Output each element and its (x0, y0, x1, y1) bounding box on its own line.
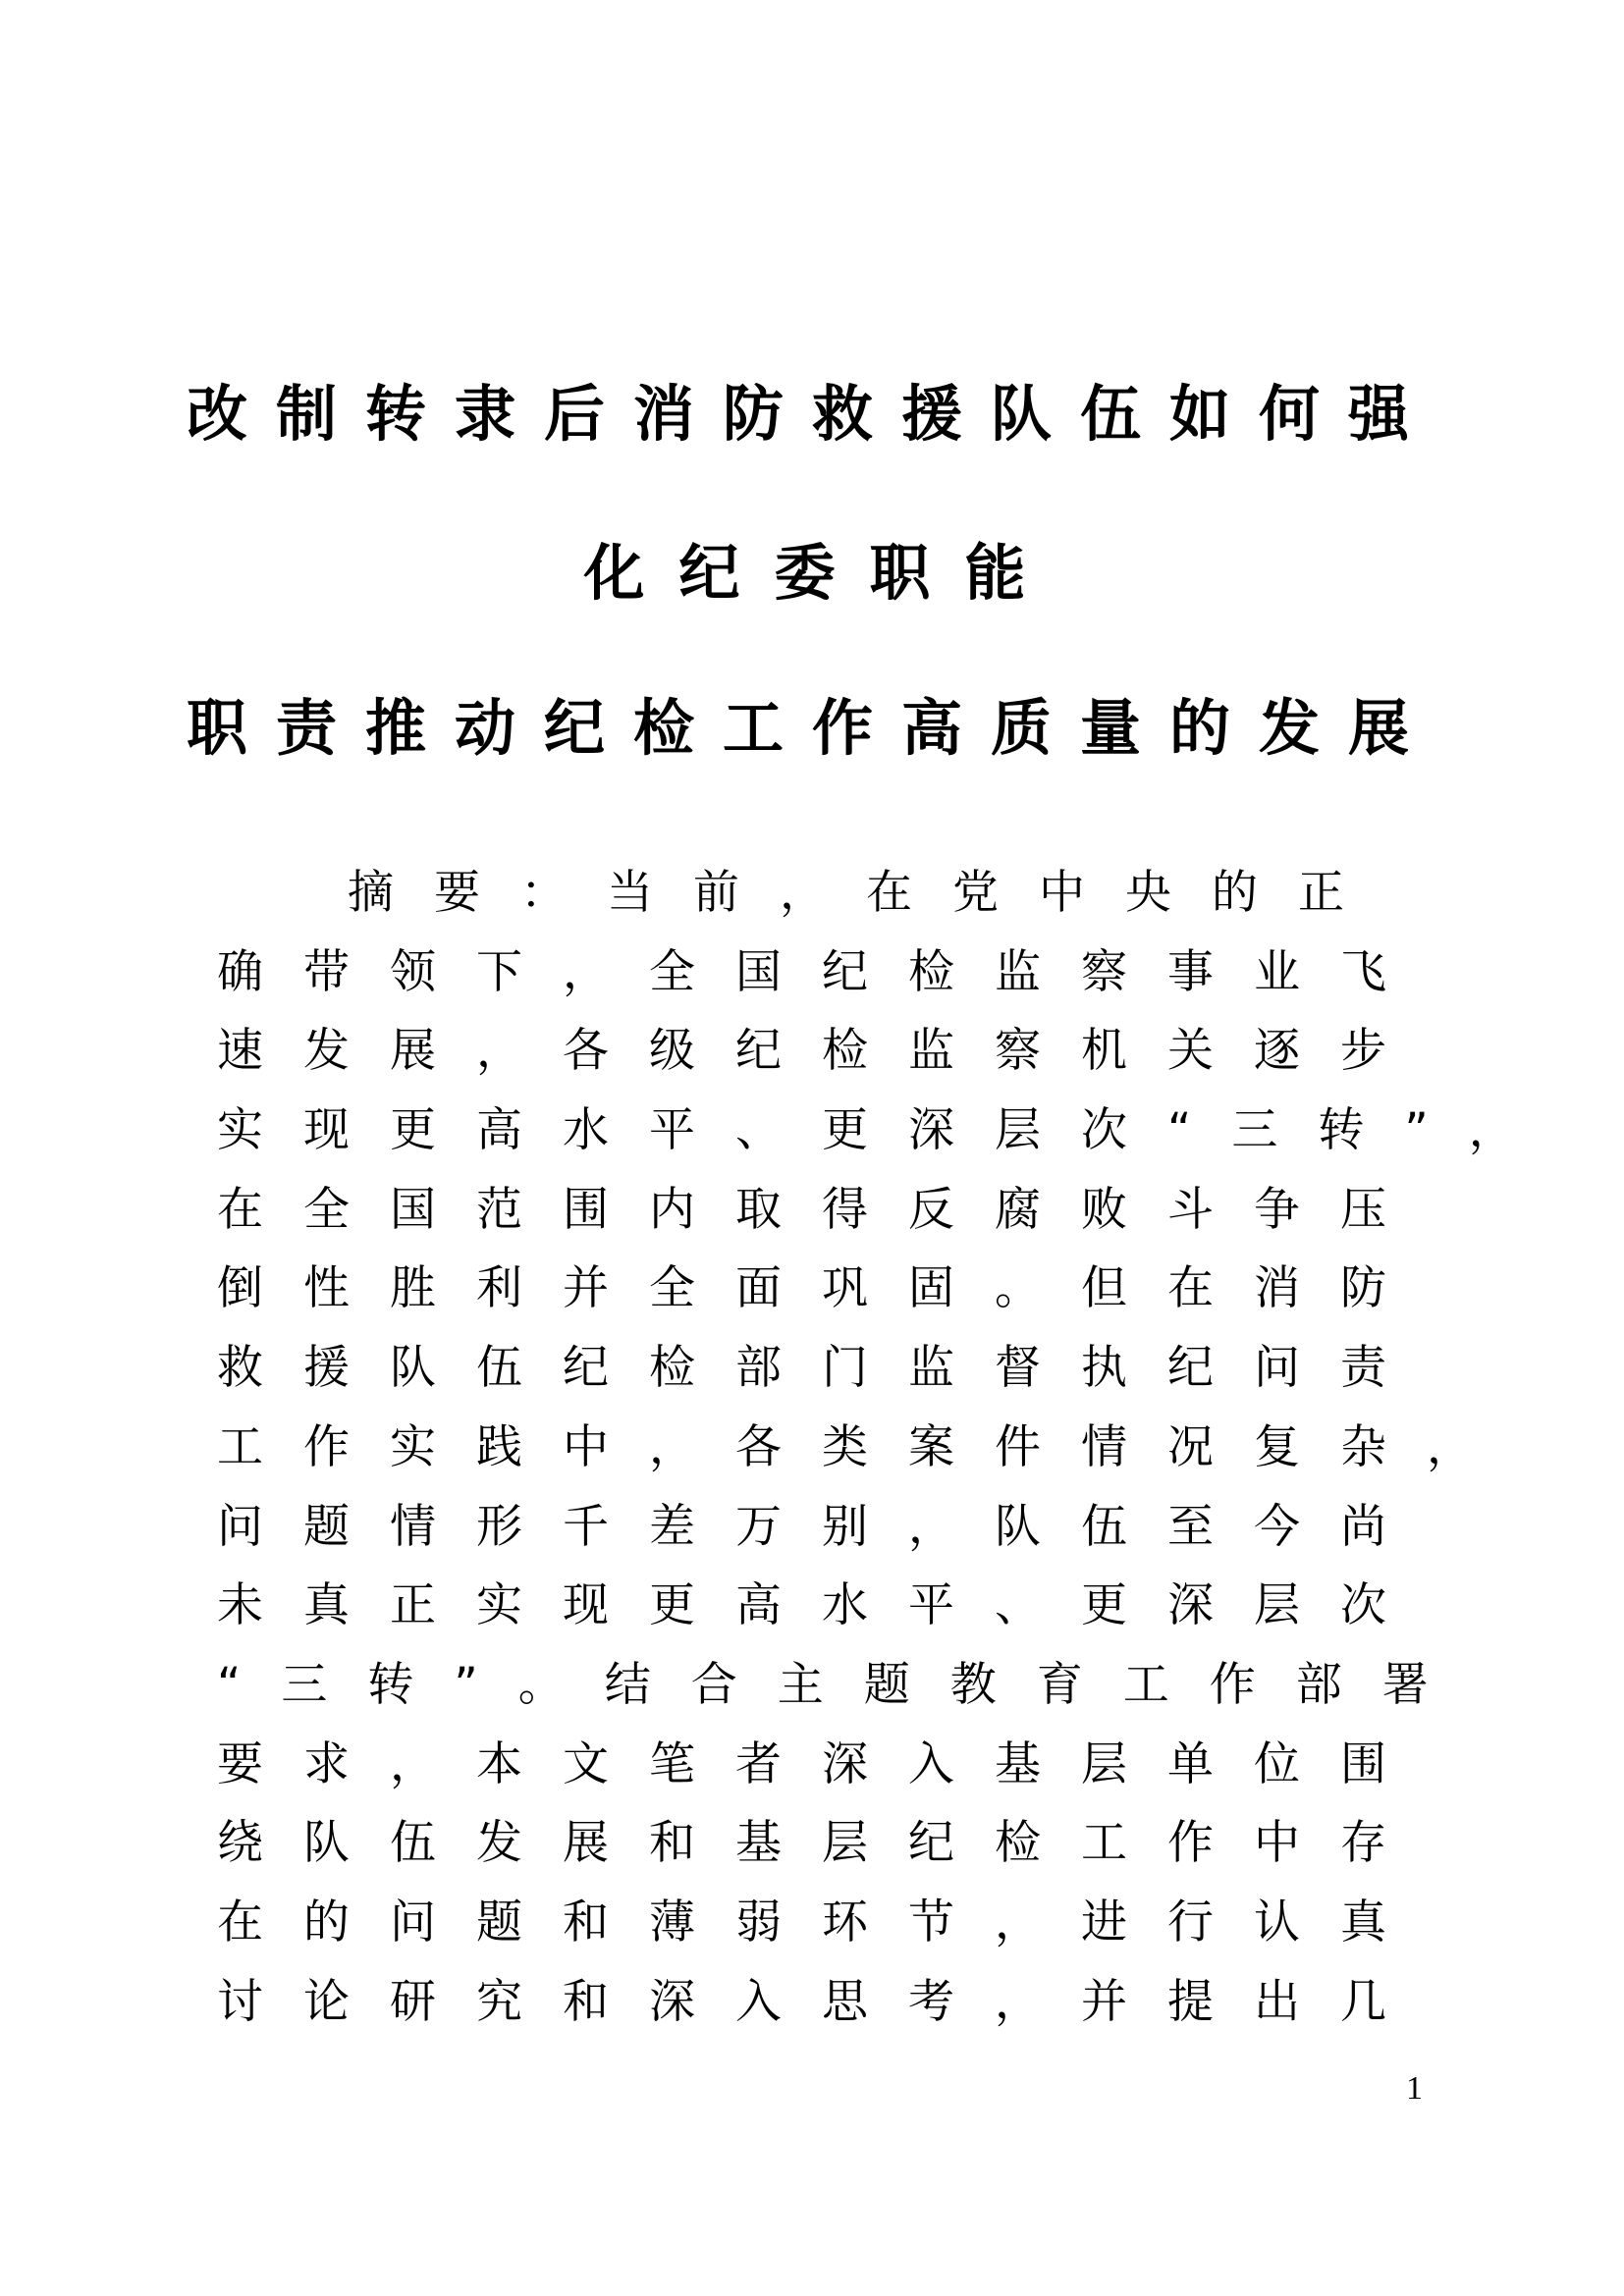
body-line: 工作实践中，各类案件情况复杂， (217, 1419, 1513, 1474)
body-line: 要求，本文笔者深入基层单位围 (217, 1736, 1427, 1791)
title-line-2: 化纪委职能 (583, 536, 1060, 609)
body-line: 问题情形千差万别，队伍至今尚 (217, 1499, 1427, 1554)
body-line: 倒性胜利并全面巩固。但在消防 (217, 1261, 1427, 1316)
abstract-paragraph (217, 854, 1555, 2042)
body-line: 速发展，各级纪检监察机关逐步 (217, 1024, 1427, 1079)
body-line: 绕队伍发展和基层纪检工作中存 (217, 1816, 1427, 1871)
body-line: 讨论研究和深入思考，并提出几 (217, 1974, 1427, 2029)
body-line: “三转”。结合主题教育工作部署 (217, 1657, 1469, 1712)
body-line: 在的问题和薄弱环节，进行认真 (217, 1895, 1427, 1949)
title-line-3: 职责推动纪检工作高质量的发展 (186, 691, 1437, 764)
body-line: 摘要：当前，在党中央的正 (348, 866, 1384, 920)
body-line: 未真正实现更高水平、更深层次 (217, 1578, 1427, 1633)
title-line-1: 改制转隶后消防救援队伍如何强 (186, 377, 1437, 450)
body-line: 在全国范围内取得反腐败斗争压 (217, 1182, 1427, 1237)
body-line: 实现更高水平、更深层次“三转”， (217, 1103, 1555, 1158)
body-line: 救援队伍纪检部门监督执纪问责 (217, 1341, 1427, 1396)
body-line: 确带领下，全国纪检监察事业飞 (217, 944, 1427, 999)
page-number: 1 (1406, 2070, 1423, 2107)
